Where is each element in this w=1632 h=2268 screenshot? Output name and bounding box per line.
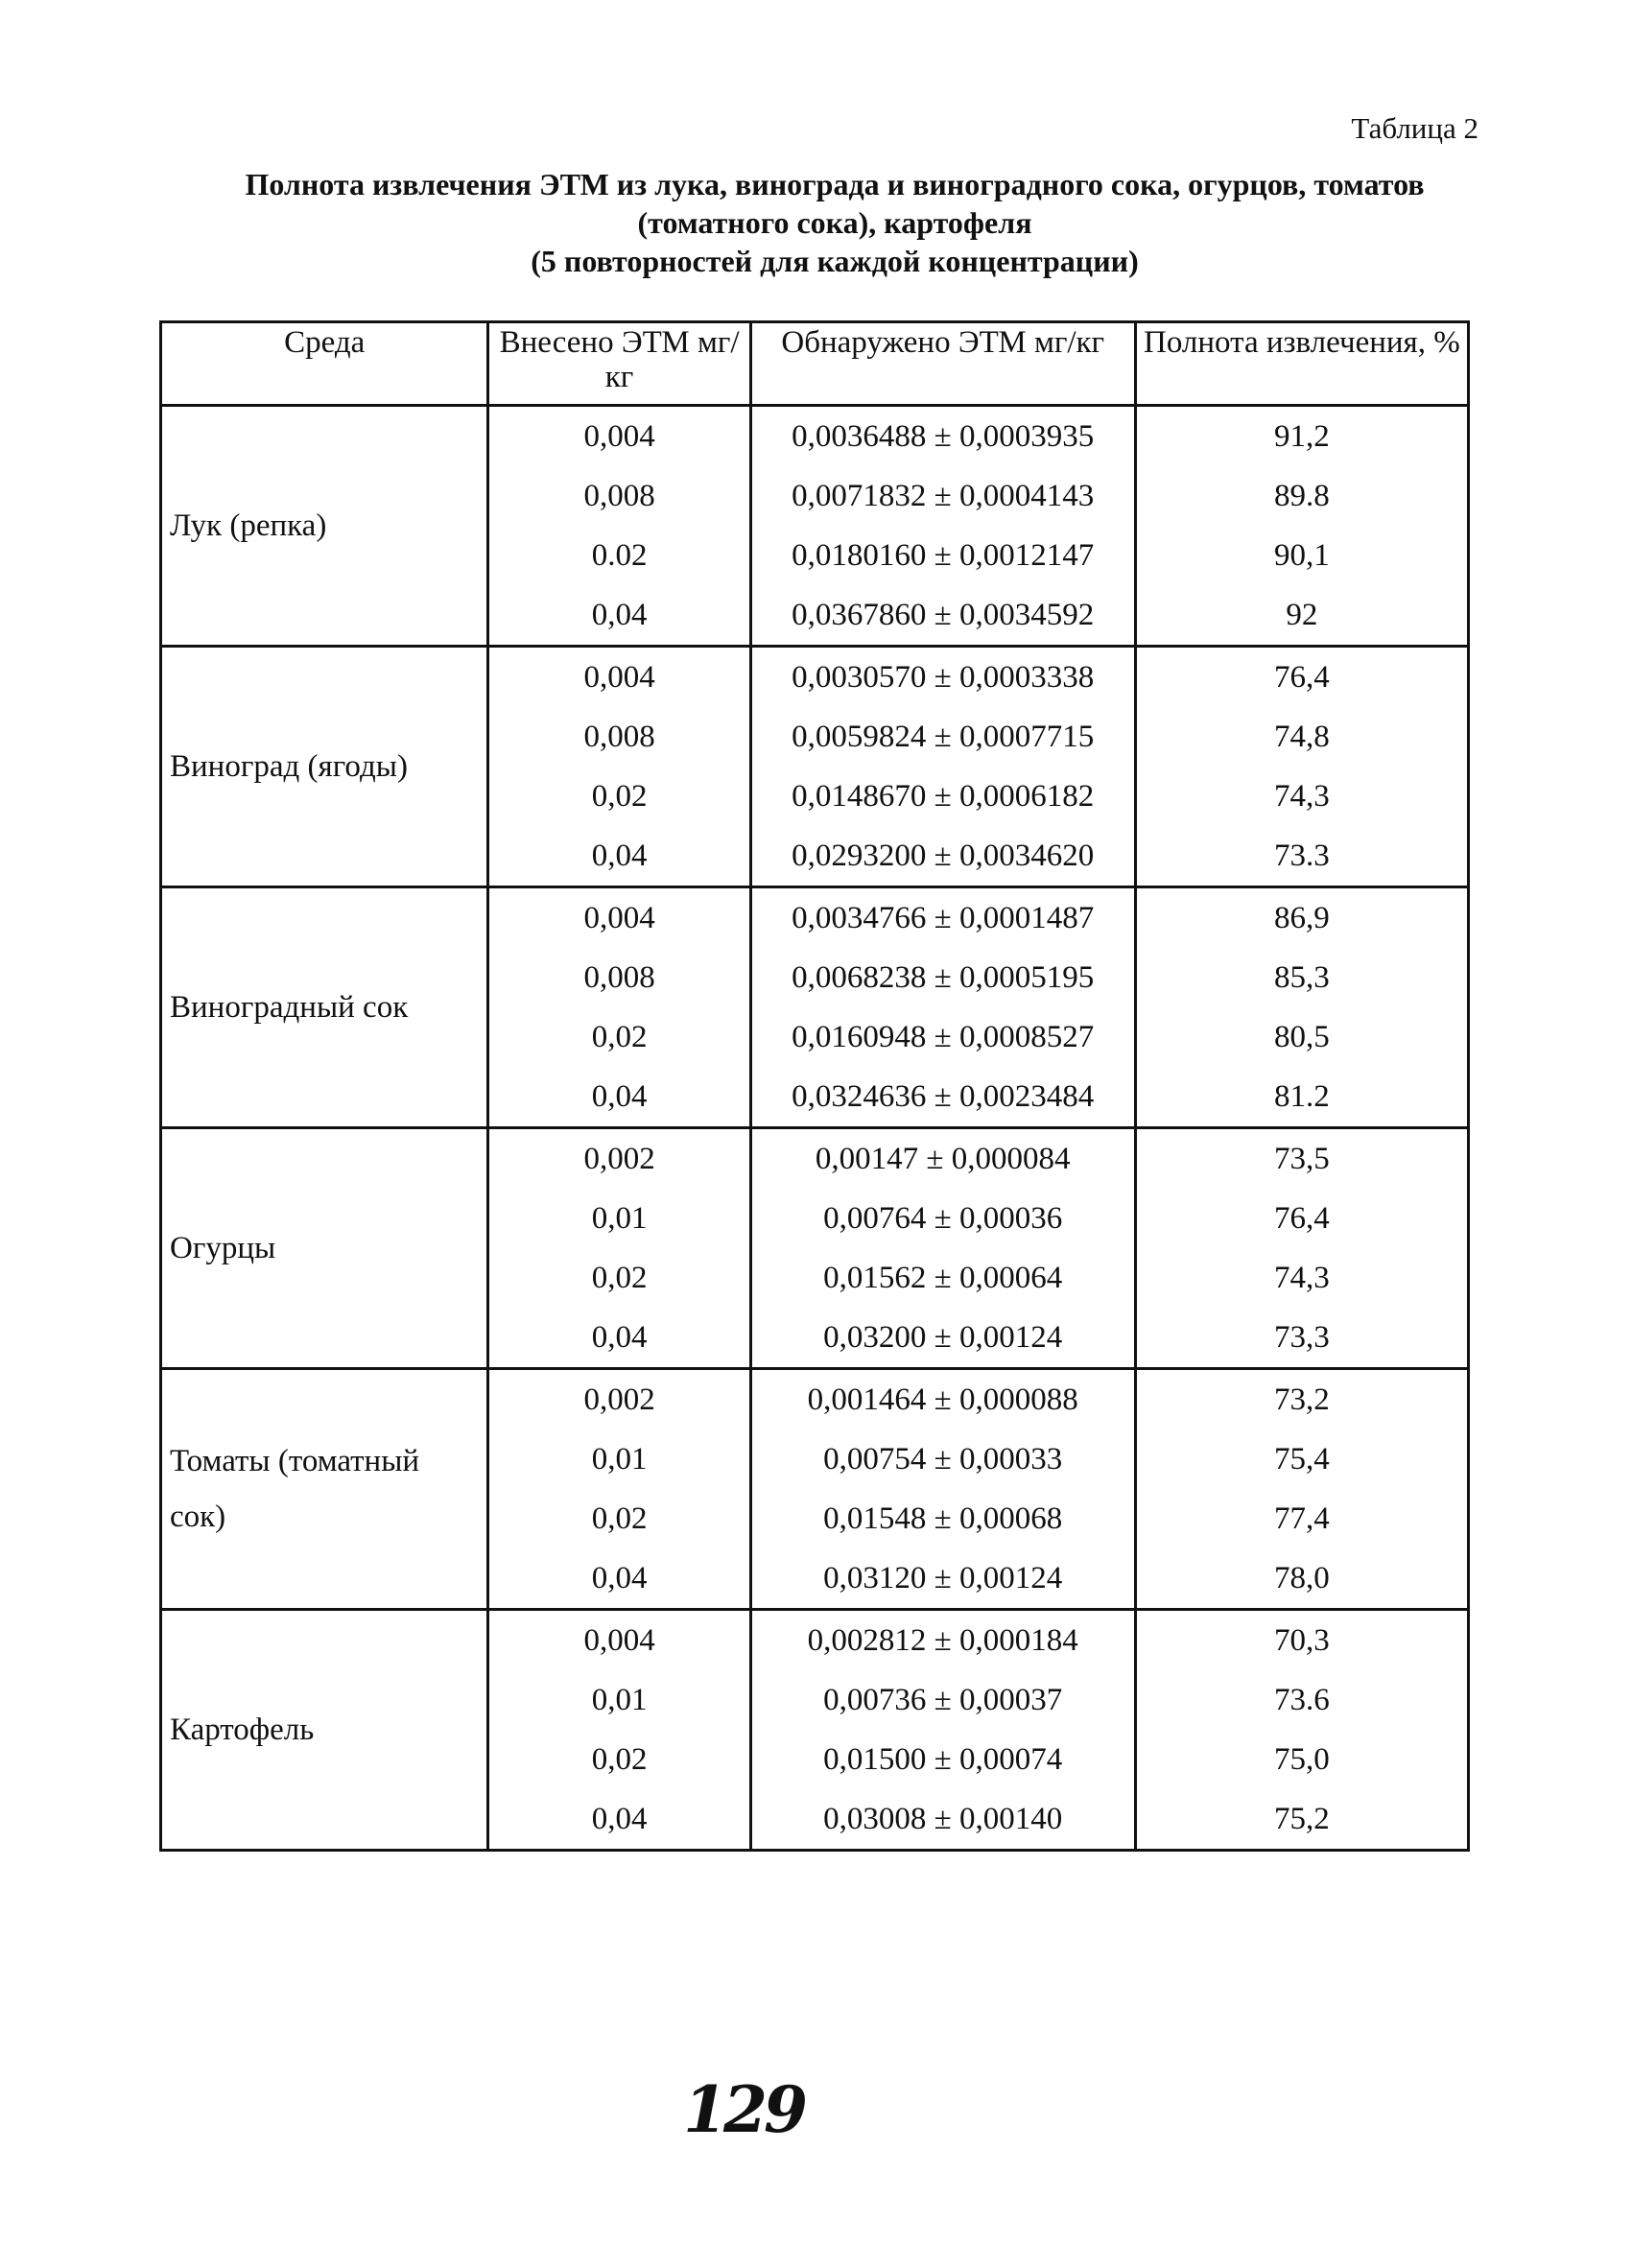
header-added: Внесено ЭТМ мг/кг	[488, 322, 750, 406]
added-cell: 0,002	[488, 1369, 750, 1430]
header-found: Обнаружено ЭТМ мг/кг	[750, 322, 1135, 406]
found-cell: 0,0071832 ± 0,0004143	[750, 466, 1135, 526]
found-cell: 0,0059824 ± 0,0007715	[750, 707, 1135, 767]
recovery-cell: 74,3	[1135, 767, 1468, 826]
title-line-1: Полнота извлечения ЭТМ из лука, винограда и виноградного сока, огурцов, томатов	[245, 167, 1425, 201]
found-cell: 0,00764 ± 0,00036	[750, 1189, 1135, 1248]
recovery-cell: 91,2	[1135, 406, 1468, 467]
found-cell: 0,0160948 ± 0,0008527	[750, 1007, 1135, 1067]
table-row	[161, 1128, 1469, 1190]
found-cell: 0,00736 ± 0,00037	[750, 1670, 1135, 1730]
recovery-cell: 75,2	[1135, 1789, 1468, 1851]
recovery-cell: 73.3	[1135, 826, 1468, 887]
added-cell: 0,04	[488, 1548, 750, 1610]
recovery-cell: 85,3	[1135, 948, 1468, 1007]
recovery-cell: 76,4	[1135, 1189, 1468, 1248]
added-cell: 0,008	[488, 466, 750, 526]
found-cell: 0,01500 ± 0,00074	[750, 1730, 1135, 1789]
recovery-cell: 76,4	[1135, 647, 1468, 708]
found-cell: 0,0367860 ± 0,0034592	[750, 585, 1135, 647]
found-cell: 0,03008 ± 0,00140	[750, 1789, 1135, 1851]
recovery-cell: 81.2	[1135, 1067, 1468, 1128]
added-cell: 0,02	[488, 1248, 750, 1308]
recovery-cell: 73,3	[1135, 1308, 1468, 1369]
medium-cell: Виноград (ягоды)	[161, 647, 488, 887]
medium-cell: Виноградный сок	[161, 887, 488, 1128]
recovery-cell: 75,0	[1135, 1730, 1468, 1789]
page-number: 129	[683, 2072, 804, 2147]
medium-cell: Огурцы	[161, 1128, 488, 1369]
medium-cell: Томаты (томатный сок)	[161, 1369, 488, 1610]
found-cell: 0,0034766 ± 0,0001487	[750, 887, 1135, 949]
added-cell: 0,04	[488, 1308, 750, 1369]
found-cell: 0,0293200 ± 0,0034620	[750, 826, 1135, 887]
recovery-cell: 73,2	[1135, 1369, 1468, 1430]
added-cell: 0.02	[488, 526, 750, 585]
table-row	[161, 1369, 1469, 1430]
found-cell: 0,01562 ± 0,00064	[750, 1248, 1135, 1308]
found-cell: 0,0030570 ± 0,0003338	[750, 647, 1135, 708]
recovery-cell: 75,4	[1135, 1429, 1468, 1489]
title-line-2: (томатного сока), картофеля	[637, 205, 1032, 240]
table-row	[161, 406, 1469, 467]
recovery-cell: 74,3	[1135, 1248, 1468, 1308]
added-cell: 0,04	[488, 585, 750, 647]
added-cell: 0,04	[488, 1789, 750, 1851]
found-cell: 0,0324636 ± 0,0023484	[750, 1067, 1135, 1128]
recovery-cell: 70,3	[1135, 1610, 1468, 1671]
recovery-cell: 86,9	[1135, 887, 1468, 949]
medium-cell: Картофель	[161, 1610, 488, 1851]
added-cell: 0,02	[488, 1489, 750, 1548]
found-cell: 0,0148670 ± 0,0006182	[750, 767, 1135, 826]
recovery-table	[159, 320, 1470, 1852]
added-cell: 0,004	[488, 887, 750, 949]
recovery-cell: 74,8	[1135, 707, 1468, 767]
header-medium: Среда	[161, 322, 488, 406]
recovery-cell: 90,1	[1135, 526, 1468, 585]
found-cell: 0,00754 ± 0,00033	[750, 1429, 1135, 1489]
added-cell: 0,01	[488, 1670, 750, 1730]
added-cell: 0,01	[488, 1189, 750, 1248]
medium-cell: Лук (репка)	[161, 406, 488, 647]
recovery-cell: 92	[1135, 585, 1468, 647]
added-cell: 0,01	[488, 1429, 750, 1489]
recovery-cell: 89.8	[1135, 466, 1468, 526]
added-cell: 0,004	[488, 406, 750, 467]
added-cell: 0,02	[488, 1730, 750, 1789]
recovery-cell: 77,4	[1135, 1489, 1468, 1548]
found-cell: 0,0180160 ± 0,0012147	[750, 526, 1135, 585]
found-cell: 0,03120 ± 0,00124	[750, 1548, 1135, 1610]
table-header-row	[161, 322, 1469, 406]
found-cell: 0,002812 ± 0,000184	[750, 1610, 1135, 1671]
recovery-cell: 78,0	[1135, 1548, 1468, 1610]
found-cell: 0,03200 ± 0,00124	[750, 1308, 1135, 1369]
recovery-cell: 73,5	[1135, 1128, 1468, 1190]
added-cell: 0,02	[488, 767, 750, 826]
title-line-3: (5 повторностей для каждой концентрации)	[531, 244, 1139, 278]
added-cell: 0,04	[488, 1067, 750, 1128]
recovery-cell: 80,5	[1135, 1007, 1468, 1067]
table-body	[161, 406, 1469, 1851]
table-row	[161, 647, 1469, 708]
added-cell: 0,002	[488, 1128, 750, 1190]
added-cell: 0,008	[488, 707, 750, 767]
found-cell: 0,0068238 ± 0,0005195	[750, 948, 1135, 1007]
added-cell: 0,02	[488, 1007, 750, 1067]
added-cell: 0,004	[488, 647, 750, 708]
header-recovery: Полнота извлечения, %	[1135, 322, 1468, 406]
found-cell: 0,00147 ± 0,000084	[750, 1128, 1135, 1190]
table-row	[161, 1610, 1469, 1671]
found-cell: 0,01548 ± 0,00068	[750, 1489, 1135, 1548]
added-cell: 0,008	[488, 948, 750, 1007]
added-cell: 0,004	[488, 1610, 750, 1671]
recovery-cell: 73.6	[1135, 1670, 1468, 1730]
added-cell: 0,04	[488, 826, 750, 887]
found-cell: 0,0036488 ± 0,0003935	[750, 406, 1135, 467]
table-row	[161, 887, 1469, 949]
found-cell: 0,001464 ± 0,000088	[750, 1369, 1135, 1430]
table-label: Таблица 2	[1351, 111, 1478, 145]
table-title	[163, 165, 1506, 280]
